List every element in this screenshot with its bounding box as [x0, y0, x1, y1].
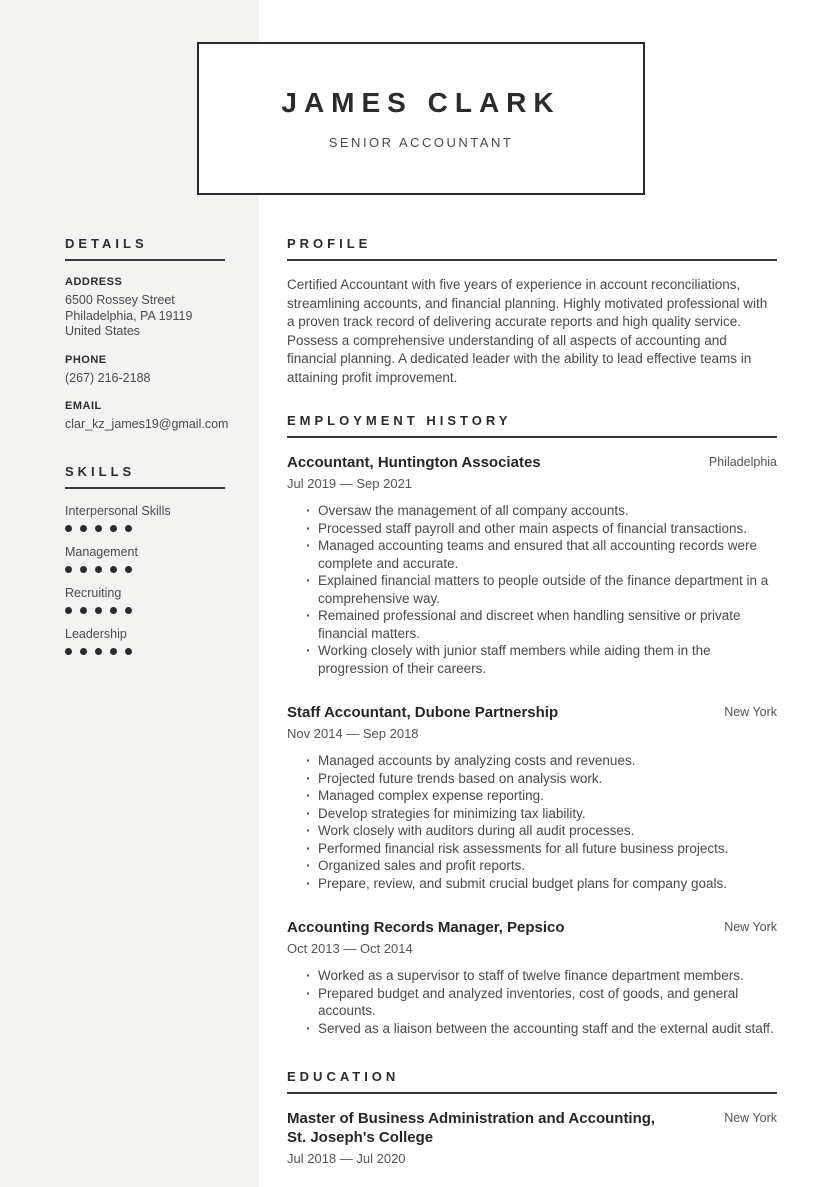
rating-dot — [95, 566, 102, 573]
job-header — [287, 918, 777, 937]
bullet-item: · Processed staff payroll and other main aspects of financial transactions. — [287, 520, 777, 538]
address-group — [65, 276, 225, 340]
job-dates: Nov 2014 — Sep 2018 — [287, 726, 419, 741]
skill-item — [65, 545, 225, 573]
education-heading: EDUCATION — [287, 1069, 777, 1094]
education-dates: Jul 2018 — Jul 2020 — [287, 1151, 406, 1166]
job-header — [287, 703, 777, 722]
job-bullet-list — [287, 752, 777, 892]
skill-name: Interpersonal Skills — [65, 503, 171, 518]
main-column — [287, 236, 777, 1166]
rating-dot — [110, 566, 117, 573]
address-line: United States — [65, 324, 141, 338]
rating-dot — [95, 648, 102, 655]
skill-item — [65, 504, 225, 532]
skills-heading: SKILLS — [65, 464, 225, 489]
rating-dot — [80, 648, 87, 655]
skill-name: Management — [65, 544, 138, 559]
rating-dot — [110, 607, 117, 614]
job-dates: Jul 2019 — Sep 2021 — [287, 476, 413, 491]
sidebar — [65, 236, 229, 668]
bullet-item: · Oversaw the management of all company accounts. — [287, 502, 777, 520]
job-entry — [287, 453, 777, 677]
bullet-item: · Remained professional and discreet when handling sensitive or private financial matters. — [287, 607, 777, 642]
address-line: 6500 Rossey Street — [65, 293, 175, 307]
education-section — [287, 1069, 777, 1166]
phone-value: (267) 216-2188 — [65, 370, 151, 385]
job-title: Accountant, Huntington Associates — [287, 454, 541, 471]
phone-group — [65, 354, 225, 387]
rating-dot — [80, 566, 87, 573]
rating-dot — [125, 607, 132, 614]
header-name-box — [197, 42, 645, 195]
bullet-item: · Prepared budget and analyzed inventories, cost of goods, and general accounts. — [287, 985, 777, 1020]
bullet-item: · Worked as a supervisor to staff of twelve finance department members. — [287, 967, 777, 985]
profile-text: Certified Accountant with five years of experience in account reconciliations, streamlining accounts, and financial planning. Highly motivated professional with a proven track record of delivering accurate reports and high quality service. Possess a comprehensive understanding of all aspects of accounting and financial planning. A dedicated leader with the ability to lead effective teams in attaining profit improvement. — [287, 277, 768, 385]
bullet-item: · Develop strategies for minimizing tax liability. — [287, 805, 777, 823]
address-label: ADDRESS — [65, 276, 123, 288]
rating-dot — [65, 525, 72, 532]
employment-heading: EMPLOYMENT HISTORY — [287, 413, 777, 438]
skill-rating-dots — [65, 566, 225, 573]
bullet-item: · Explained financial matters to people outside of the finance department in a comprehensive way. — [287, 572, 777, 607]
skill-item — [65, 586, 225, 614]
job-dates: Oct 2013 — Oct 2014 — [287, 941, 413, 956]
details-heading: DETAILS — [65, 236, 225, 261]
rating-dot — [65, 607, 72, 614]
employment-section — [287, 413, 777, 1037]
rating-dot — [125, 525, 132, 532]
job-header — [287, 453, 777, 472]
bullet-item: · Served as a liaison between the accounting staff and the external audit staff. — [287, 1020, 777, 1038]
bullet-item: · Managed accounting teams and ensured that all accounting records were complete and accurate. — [287, 537, 777, 572]
job-location: Philadelphia — [708, 455, 777, 469]
bullet-item: · Prepare, review, and submit crucial budget plans for company goals. — [287, 875, 777, 893]
bullet-item: · Organized sales and profit reports. — [287, 857, 777, 875]
education-header — [287, 1109, 777, 1147]
job-bullet-list — [287, 967, 777, 1037]
skill-rating-dots — [65, 525, 225, 532]
skill-rating-dots — [65, 607, 225, 614]
bullet-item: · Projected future trends based on analysis work. — [287, 770, 777, 788]
rating-dot — [95, 607, 102, 614]
profile-section — [287, 236, 777, 387]
phone-label: PHONE — [65, 353, 107, 366]
email-value: clar_kz_james19@gmail.com — [65, 417, 229, 431]
rating-dot — [125, 566, 132, 573]
candidate-job-title: SENIOR ACCOUNTANT — [328, 135, 514, 150]
skill-rating-dots — [65, 648, 225, 655]
rating-dot — [110, 525, 117, 532]
email-group — [65, 400, 229, 433]
job-bullet-list — [287, 502, 777, 677]
skill-name: Leadership — [65, 626, 127, 641]
job-entry — [287, 703, 777, 892]
rating-dot — [80, 525, 87, 532]
skill-name: Recruiting — [65, 585, 122, 600]
rating-dot — [95, 525, 102, 532]
job-location: New York — [724, 705, 777, 719]
education-title: Master of Business Administration and Accounting, St. Joseph's College — [287, 1110, 656, 1146]
education-location: New York — [724, 1111, 777, 1125]
skills-section — [65, 464, 225, 655]
rating-dot — [125, 648, 132, 655]
rating-dot — [80, 607, 87, 614]
rating-dot — [65, 566, 72, 573]
job-location: New York — [724, 920, 777, 934]
address-line: Philadelphia, PA 19119 — [65, 308, 193, 323]
education-entry — [287, 1109, 777, 1166]
job-title: Staff Accountant, Dubone Partnership — [287, 704, 559, 721]
bullet-item: · Managed accounts by analyzing costs and revenues. — [287, 752, 777, 770]
candidate-name: JAMES CLARK — [281, 87, 561, 118]
bullet-item: · Managed complex expense reporting. — [287, 787, 777, 805]
rating-dot — [110, 648, 117, 655]
job-title: Accounting Records Manager, Pepsico — [287, 919, 565, 936]
bullet-item: · Working closely with junior staff members while aiding them in the progression of their careers. — [287, 642, 777, 677]
rating-dot — [65, 648, 72, 655]
bullet-item: · Work closely with auditors during all audit processes. — [287, 822, 777, 840]
job-entry — [287, 918, 777, 1037]
skill-item — [65, 627, 225, 655]
bullet-item: · Performed financial risk assessments for all future business projects. — [287, 840, 777, 858]
profile-heading: PROFILE — [287, 236, 777, 261]
email-label: EMAIL — [65, 400, 102, 412]
